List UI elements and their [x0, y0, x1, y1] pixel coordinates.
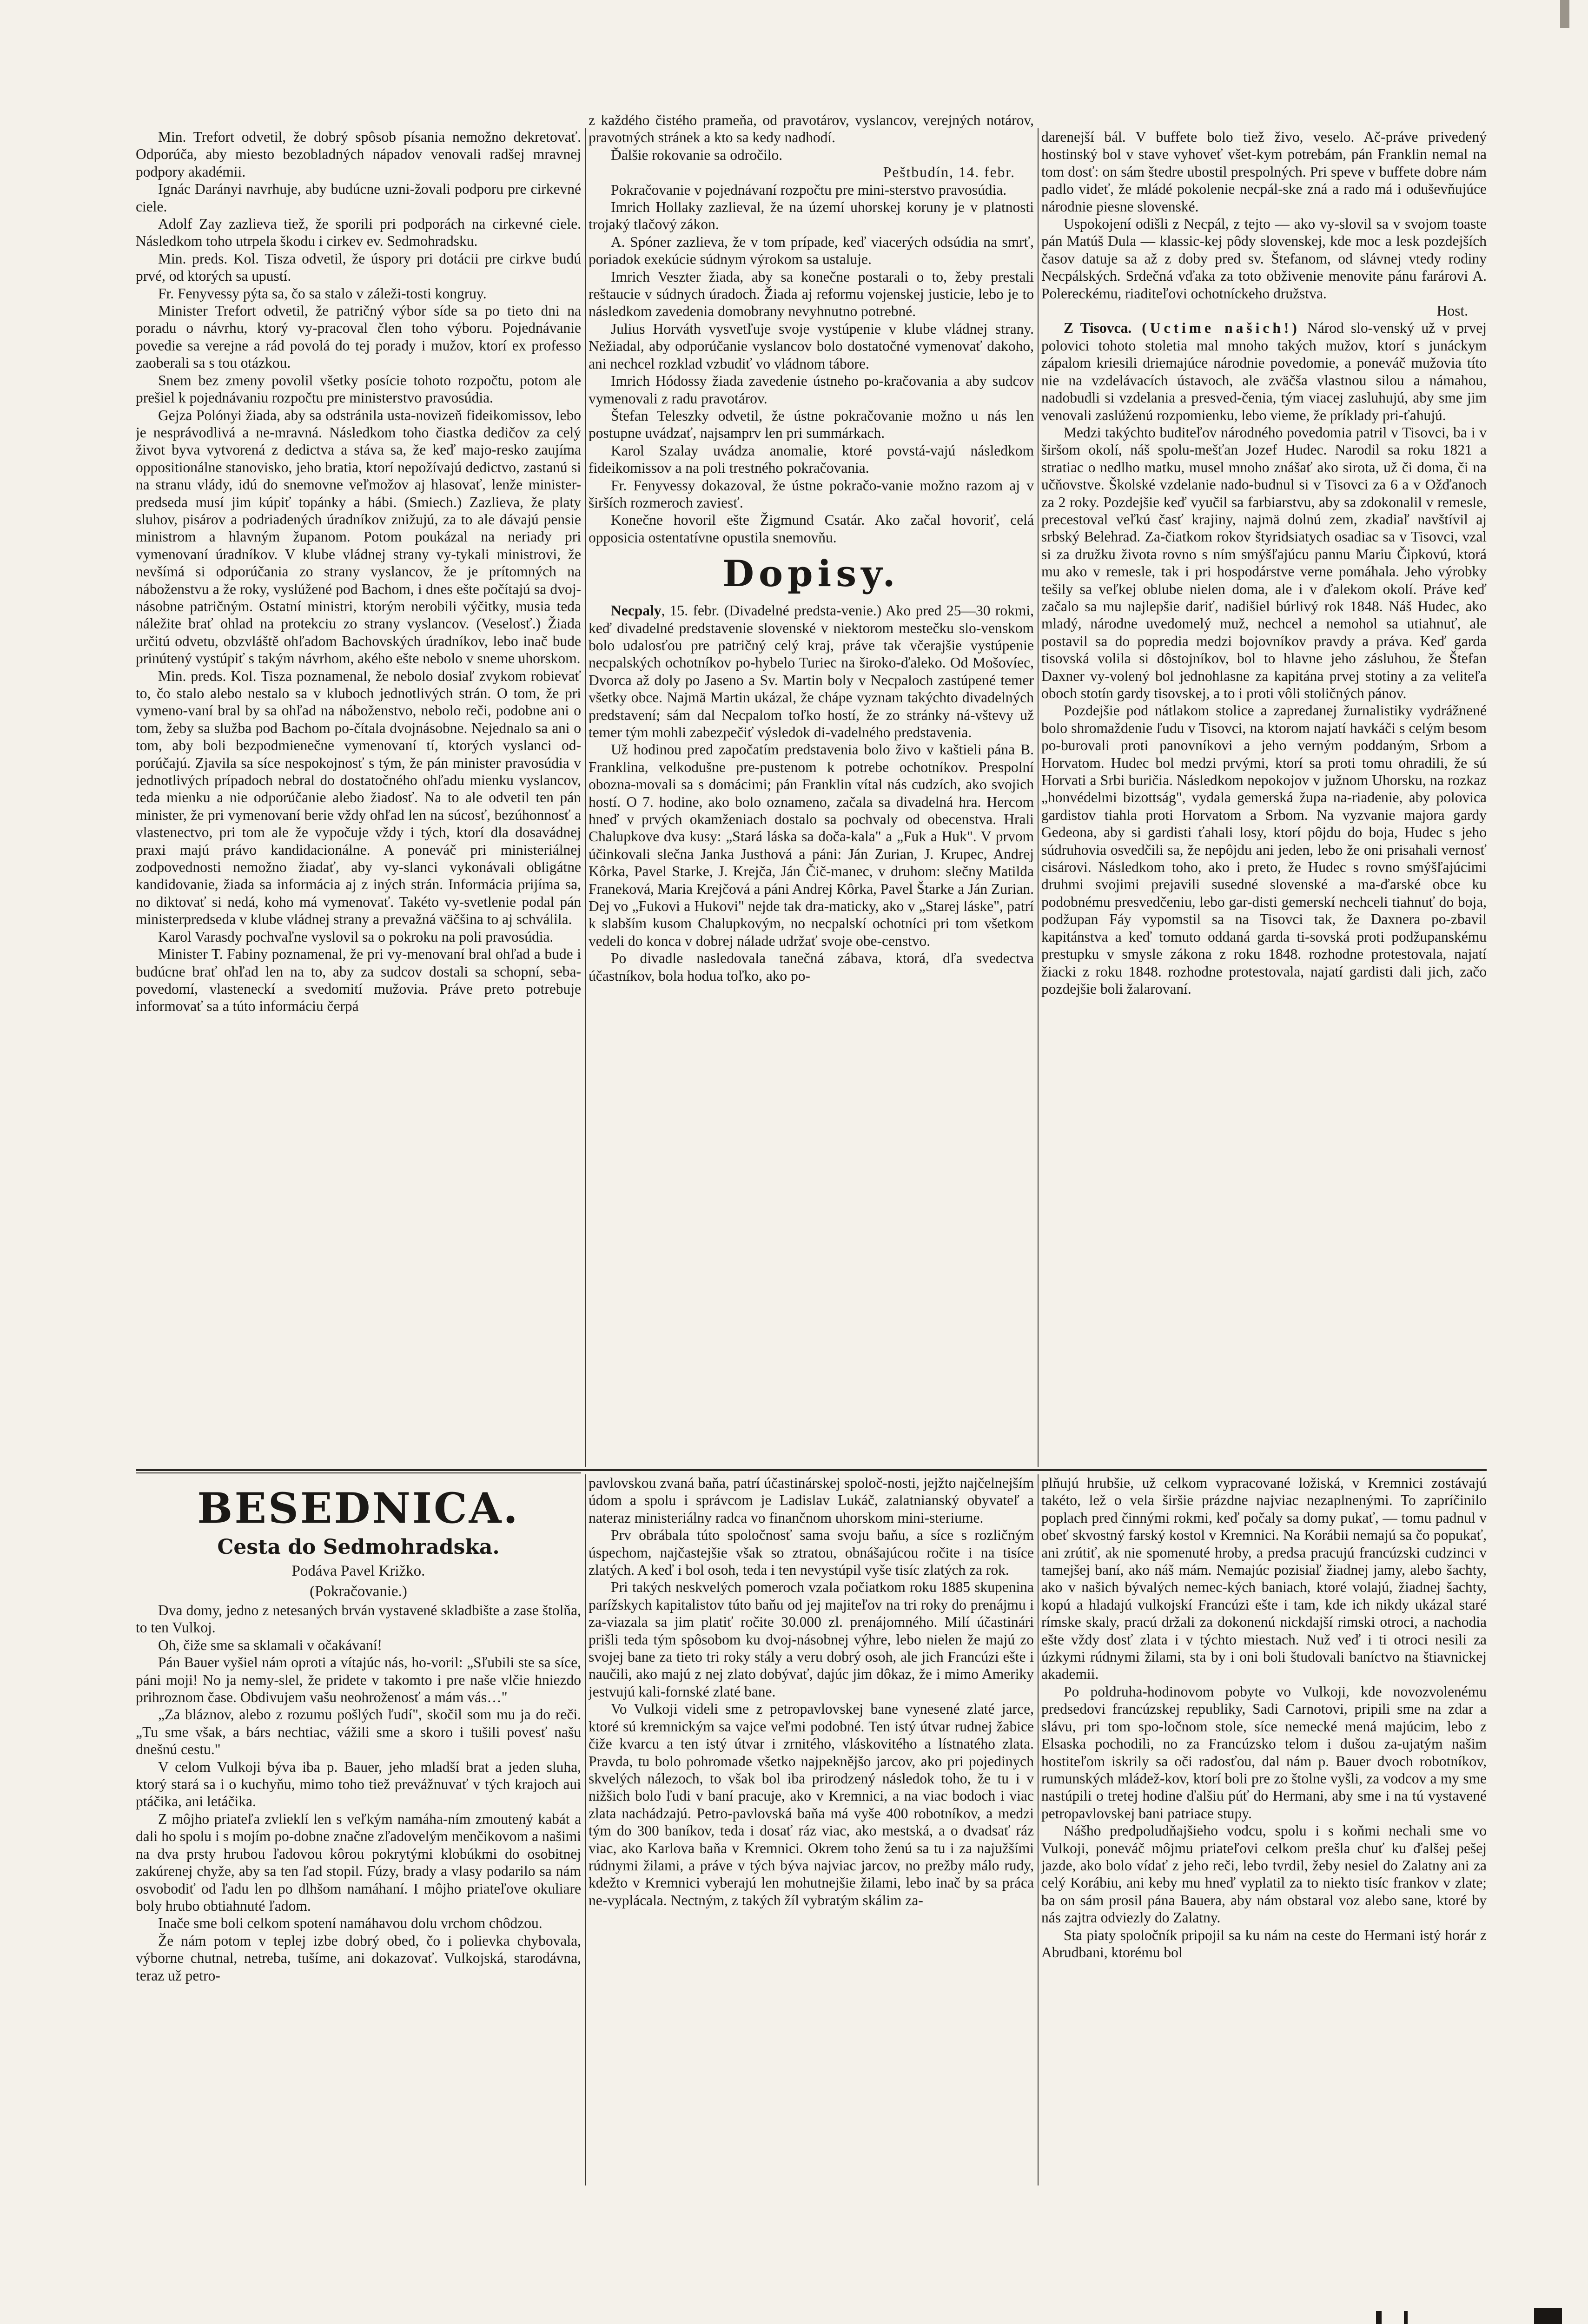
paragraph: Julius Horváth vysvetľuje svoje vystúpenie v klube vládnej strany. Nežiadal, aby odporúčanie vyslancov bolo dostatočné vymenovať dakoho, ani nechcel rozklad vzbudiť vo vládnom tábore.	[589, 320, 1034, 372]
paragraph: Karol Varasdy pochvaľne vyslovil sa o pokroku na poli pravosúdia.	[158, 928, 554, 945]
paragraph: Inače sme boli celkom spotení namáhavou dolu vrchom chôdzou.	[158, 1915, 543, 1932]
paragraph: Že nám potom v teplej izbe dobrý obed, čo i polievka chybovala, výborne chutnal, netreba, tušíme, ani dokazovať. Vulkojská, starodávna, teraz už petro-	[136, 1932, 581, 1984]
paragraph: Sta piaty spoločník pripojil sa ku nám na ceste do Hermani istý horár z Abrudbani, ktorému bol	[1041, 1927, 1487, 1961]
paragraph: Pán Bauer vyšiel nám oproti a vítajúc nás, ho-voril: „Sľubili ste sa síce, páni moji! No ja nemy-slel, že pridete v takomto i pre naše vlčie hniezdo prihroznom čase. Obdivujem vašu neohroženosť a mám vás…"	[136, 1654, 581, 1706]
paragraph: Medzi takýchto buditeľov národného povedomia patril v Tisovci, ba i v širšom okolí, náš spolu-mešťan Jozef Hudec. Narodil sa roku 1821 a stratiac o nedlho matku, musel mnoho znášať ako sirota, už či doma, či na učňovstve. Školské vzdelanie nado-budnul si v Tisovci za 6 a v Ožďanoch za 2 roky. Pozdejšie keď vyučil sa farbiarstvu, aby sa zdokonalil v remesle, precestoval veľkú časť krajiny, najmä dolnú zem, zkadiaľ navštívil aj srbský Belehrad. Za-čiatkom rokov štyridsiatych osadiac sa v Tisovci, vzal si za družku života rovno s ním smýšľajúcu pannu Mariu Čipkovú, ktorá mu ako v remesle, tak i pri hospodárstve verne pomáhala. Jeho výrobky tešily sa veľkej oblube nielen doma, ale i v ďalekom okolí. Práve keď začalo sa mu najlepšie dariť, nadišiel búrlivý rok 1848. Náš Hudec, ako mladý, národne uvedomelý muž, nechcel a nemohol sa utiahnuť, ale postavil sa do popredia medzi bojovníkov pravdy a práva. Keď garda tisovská volila si dôstojníkov, bol to hlavne jeho zásluhou, že Štefan Daxner vy-volený bol jednohlasne za kapitána prvej stotiny a za veliteľa oboch stotín gardy tisovskej, a to i proti vôli stoličných pánov.	[1041, 424, 1487, 701]
letter-subtitle: (Uctime našich!)	[1131, 320, 1300, 337]
paragraph: A. Spóner zazlieva, že v tom prípade, keď viacerých odsúdia na smrť, poriadok exekúcie súdnym výrokom sa ustaluje.	[589, 233, 1034, 268]
column-divider	[585, 1474, 586, 2185]
paragraph: V celom Vulkoji býva iba p. Bauer, jeho mladší brat a jeden sluha, ktorý stará sa i o kuchyňu, mimo toho tiež prevážnuvať v tých krajoch aui ptáčika, ani letáčika.	[136, 1758, 581, 1810]
column-divider	[1038, 128, 1039, 1467]
paragraph: z každého čistého prameňa, od pravotárov, vyslancov, verejných notárov, pravotných stránek a kto sa kedy nadhodí.	[589, 112, 1034, 146]
paragraph: Min. preds. Kol. Tisza odvetil, že úspory pri dotácii pre cirkve budú prvé, od ktorých sa upustí.	[136, 250, 581, 284]
paragraph: Karol Szalay uvádza anomalie, ktoré povstá-vajú následkom fideikomissov a na poli trestného pokračovania.	[589, 442, 1034, 476]
paragraph: Minister Trefort odvetil, že patričný výbor síde sa po tieto dni na poradu o návrhu, ktorý vy-pracoval člen toho výboru. Pojednávanie povedie sa verejne a rád povolá do tej porady i mužov, ktorí ex professo zaoberali sa s tou otázkou.	[136, 303, 581, 371]
paragraph: Z môjho priateľa zvlieklí len s veľkým namáha-ním zmoutený kabát a dali ho spolu i s mojím po-dobne značne zľadovelým menčikovom a našimi na dva prsty hrubou ľadovou kôrou pokrytými klobúkmi do osobitnej zakúrenej chyže, aby sa ten ľad stopil. Fúzy, brady a vlasy podarilo sa nám osvobodiť od ľadu len po dlhšom namáhaní. I môjho priateľove okuliare boly hrubo obtiahnuté ľadom.	[136, 1810, 581, 1914]
letter-location: Necpaly	[611, 602, 662, 619]
paragraph: Imrich Veszter žiada, aby sa konečne postarali o to, žeby prestali reštaucie v súdnych úradoch. Žiada aj reformu vojenskej justicie, lebo je to následkom zavedenia domobrany nevyhnutno potrebné.	[589, 268, 1034, 320]
paragraph: Vo Vulkoji videli sme z petropavlovskej bane vynesené zlaté jarce, ktoré sú kremnickým sa vajce veľmi podobné. Ten istý útvar rudnej žabice čiže kvarcu a ten istý útvar i zrnitého, vláskovitého a lístnatého zlata. Pravda, tu bolo pohromade všetko najpeknějšo jarcov, ako pri pojedinych skvelých nálezoch, to však bol iba prirodzený následok toho, že tu i v nižšich bolo ľudi v baní pracuje, ako v Kremnici, a na viac bodoch i viac zlata nachádzajú. Petro-pavlovská baňa má vyše 400 robotníkov, a medzi tým do 300 baníkov, teda i dosať ráz viac, ako mestská, a o dvadsať ráz viac, ako Karlova baňa v Kremnici. Okrem toho ženú sa tu i za najužšími rúdnymi žilami, a práve v tých býva najviac jarcov, no prežby málo rudy, kdežto v Kremnici vyberajú len mohutnejšie žilami, lebo inač by sa práca ne-vyplácala. Nectným, z takých žíl vybratým skálim za-	[589, 1701, 1034, 1908]
story-continuation: (Pokračovanie.)	[310, 1583, 407, 1600]
paragraph: Dva domy, jedno z netesaných brván vystavené skladbište a zase štolňa, to ten Vulkoj.	[136, 1602, 581, 1636]
paragraph: Snem bez zmeny povolil všetky posície tohoto rozpočtu, potom ale prešiel k pojednávaniu rozpočtu pre ministerstvo pravosúdia.	[136, 372, 581, 406]
paragraph: Prv obrábala túto spoločnosť sama svoju baňu, a síce s rozličným úspechom, najčastejšie však so ztratou, obnášajúcou ročite i na tisíce zlatých. A keď i bol osoh, teda i ten nevystúpil vyše tisíc zlatých za rok.	[589, 1527, 1034, 1578]
paragraph: Gejza Polónyi žiada, aby sa odstránila usta-novizeň fideikomissov, lebo je nesprávodlivá a ne-mravná. Následkom toho čiastka dedičov za celý život byva vytvorená z dedictva a stáva sa, že keď majo-resko zaujíma oppositionálne stanovisko, jeho bratia, ktorí nepožívajú dedictvo, zastanú si na stranu vlády, idú do snemovne veľmožov aj hlasovať, lenže minister-predseda musí jim kúpiť topánky a hábi. (Smiech.) Zazlieva, že platy sluhov, pisárov a podriadených úradníkov znižujú, za to ale dávajú pensie ministrom a hlavným županom. Potom poukázal na neriady pri vymenovaní úradníkov. V klube vládnej strany vy-tykali ministrovi, že nevšímá si odporúčania zo strany vyslancov, že je prítomných na náboženstvu a že roky, vyslúžené pod Bachom, i dnes ešte počítajú sa dvoj-násobne patričným. Ostatní ministri, ktorým nerobili výčitky, musia teda náležite brať ohlad na protekciu zo strany vyslancov. (Veselosť.) Žiada určitú odvetu, obzvláště ohľadom Bachovských úradníkov, lebo inač bude prinútený vystúpiť s takým návrhom, akého ešte nebolo v sneme uhorskom.	[136, 407, 581, 667]
paragraph: Ďalšie rokovanie sa odročilo.	[611, 146, 783, 163]
paragraph: Minister T. Fabiny poznamenal, že pri vy-menovaní bral ohľad a bude i budúcne brať ohľad len na to, aby za sudcov dostali sa schopní, seba-povedomí, vlasteneckí a svedomití mužovia. Práve preto potrebuje informovať sa a túto informáciu čerpá	[136, 946, 581, 1015]
column-3-letters	[1041, 128, 1487, 1467]
paragraph: Min. Trefort odvetil, že dobrý spôsob písania nemožno dekretovať. Odporúča, aby miesto bezobladných nápadov venovali radšej mravnej podpory akadémii.	[136, 129, 581, 180]
section-title-dopisy: Dopisy.	[722, 553, 900, 595]
horizontal-rule-thin	[136, 1472, 581, 1473]
paragraph: Imrich Hollaky zazlieval, že na území uhorskej koruny je v platnosti trojaký tlačový zákon.	[589, 199, 1034, 233]
paragraph: Už hodinou pred započatím predstavenia bolo živo v kaštieli pána B. Franklina, velkodušne pre-pustenom k potrebe ochotníkov. Prespolní obozna-movali sa s domácimi; pán Franklin vítal nás cudzích, ako svojich hostí. O 7. hodine, ako bolo oznameno, začala sa divadelná hra. Hercom hneď v prvých okamženiach dostalo sa pochvaly od obecenstva. Hrali Chalupkove dva kusy: „Stará láska sa doča-kala" a „Fuk a Huk". V prvom účinkovali slečna Janka Justhová a páni: Ján Zurian, J. Krupec, Andrej Kôrka, Pavel Starke, J. Krejča, Ján Čič-manec, v druhom: slečny Matilda Franeková, Maria Krejčová a páni Andrej Kôrka, Pavel Štarke a Ján Zurian. Dej vo „Fukovi a Hukovi" nejde tak dra-maticky, ako v „Starej láske", patrí k slabším kusom Chalupkovým, no necpalskí ochotníci pri tom všetkom vedeli do konca v dobrej nálade udržať svoje obe-censtvo.	[589, 741, 1034, 949]
story-byline: Podáva Pavel Križko.	[291, 1563, 425, 1579]
paragraph: Min. preds. Kol. Tisza poznamenal, že nebolo dosiaľ zvykom robievať to, čo stalo alebo nestalo sa v kluboch jednotlivých strán. O tom, že pri vymeno-vaní bral by sa ohľad na náboženstvo, nebolo reči, podobne ani o tom, žeby sa služba pod Bachom po-čítala dvojnásobne. Nejednalo sa ani o tom, aby boli bezpodmienečne vymenovaní tí, ktorých vyslanci od-porúčajú. Zjavila sa síce nespokojnosť s tým, že pán minister pravosúdia v jednotlivých prípadoch nebral do dostatočného ohľadu mienku vyslancov, teda mienku a nie odporúčanie alebo žiadosť. Na to ale odvetil ten pán minister, že pri vymenovaní berie vždy ohľad len na súcosť, bezúhonnosť a vlastenectvo, pri tom ale že vypočuje vždy i tých, ktorí dla dosavádnej praxi majú právo kandidacionálne. A poneváč pri ministeriálnej zodpovednosti nemožno žiadať, aby vy-slanci vykonávali obligátne kandidovanie, žiada sa informácia aj z iných strán. Informácia prijíma sa, no diktovať si nedá, koho má vymenovať. Takéto vy-svetlenie podal pán ministerpredseda v klube vládnej strany a prevažná väčšina to aj schválila.	[136, 667, 581, 928]
paragraph: Pokračovanie v pojednávaní rozpočtu pre mini-sterstvo pravosúdia.	[611, 181, 1007, 198]
paragraph: Konečne hovoril ešte Žigmund Csatár. Ako začal hovoriť, celá opposicia ostentatívne opustila snemovňu.	[589, 512, 1034, 546]
paragraph: Pri takých neskvelých pomeroch vzala počiatkom roku 1885 skupenina parížskych kapitalistov túto baňu od jej majiteľov na tri roky do prenájmu i za-viazala sa jim platiť ročite 30.000 zl. prenájomného. Milí účastinári prišli teda tým spôsobom ku dvoj-násobnej výhre, lebo nielen že majú zo svojej bane za tieto tri roky stály a veru dobrý osoh, ale jich Francúzi ešte i naučili, ako majú z nej zlato dobývať, dajúc jim dôkaz, že i mimo Ameriky jestvujú kali-fornské zlaté bane.	[589, 1579, 1034, 1700]
besednica-heading: BESEDNICA.	[197, 1484, 520, 1533]
paragraph: Pozdejšie pod nátlakom stolice a zapredanej žurnalistiky vydrážnené bolo shromaždenie ľudu v Tisovci, na ktorom najatí havkáči s celým besom po-burovali proti panovníkovi a jeho verným poddaným, Srbom a Horvatom. Hudec bol medzi prvými, ktorí sa proti tomu ohradili, že sú Horvati a Srbi buričia. Následkom nepokojov v južnom Uhorsku, na rozkaz „honvédelmi bizottság", vydala gemerská župa na-riadenie, aby polovica gardistov tiahla proti Horvatom a Srbom. Na vyzvanie majora gardy Gedeona, aby si gardisti ťahali losy, ktorí pôjdu do boja, Hudec s jeho súdruhovia osvedčili sa, že nepôjdu ani jeden, lebo že oni prisahali vernosť cisárovi. Následkom toho, ako i preto, že Hudec s rovno smýšľajúcimi druhmi svojimi prejavili susedné slovenské a ma-ďarské obce ku podobnému presvedčeniu, lebo gar-disti gemerskí nechceli tiahnuť do boja, podžupan Fáy vypomstil sa na Tisovci tak, že Daxnera po-zbavil kapitánstva a keď tomuto oddaná garda ti-sovská proti podžupanskému prestupku v smysle zákona z roku 1848. rozhodne protestovala, najatí žiacki z roku 1848. rozhodne protestovala, najatí gardisti dali jich, začo pozdejšie boli žalarovaní.	[1041, 702, 1487, 997]
letter-location: Z Tisovca.	[1064, 320, 1132, 337]
horizontal-rule	[136, 1469, 1487, 1471]
paragraph: pavlovskou zvaná baňa, patrí účastinárskej spoloč-nosti, jejžto najčelnejším údom a spolu i správcom je Ladislav Lukáč, zalatnianský obyvateľ a nateraz ministeriálny radca vo finančnom uhorskom mini-steriume.	[589, 1475, 1034, 1526]
letter-tisovec: Z Tisovca. (Uctime našich!) Národ slo-venský už v prvej polovici tohoto stoletia mal mnoho takých mužov, ktorí s junáckym zápalom kriesili driemajúce národnie povedomie, a poneváč mužovia títo nie na vzdelávacích ústavoch, ale zväčša vlastnou silou a námahou, nadobudli si vzdelania a presved-čenia, tým viacej zasluhujú, aby sme jim venovali zaslúženú rozpomienku, lebo vieme, že príklady pri-ťahujú.	[1041, 320, 1487, 423]
paragraph: Nášho predpoludňajšieho vodcu, spolu i s koňmi nechali sme vo Vulkoji, poneváč môjmu priateľovi celkom prešla chuť ku ďalšej pešej jazde, ako bolo vídať z jeho reči, lebo tvrdil, žeby nesiel do Zalatny ani za celý Korábiu, ani keby mu hneď vyplatil za to niekto tisíc frankov v zlate; ba on sám prosil pána Bauera, aby nám obstaral voz alebo sane, ktoré by nás zajtra odviezly do Zalatny.	[1041, 1822, 1487, 1926]
paragraph: Fr. Fenyvessy pýta sa, čo sa stalo v záleži-tosti kongruy.	[158, 285, 487, 302]
paragraph: Oh, čiže sme sa sklamali v očakávaní!	[158, 1637, 382, 1653]
dateline: Peštbudín, 14. febr.	[883, 164, 1015, 181]
page-edge-mark	[1404, 2311, 1408, 2324]
page-edge-mark	[1376, 2311, 1382, 2324]
paragraph: Imrich Hódossy žiada zavedenie ústneho po-kračovania a aby sudcov vymenovali z radu pravotárov.	[589, 373, 1034, 407]
letter-necpaly: Necpaly, 15. febr. (Divadelné predsta-venie.) Ako pred 25—30 rokmi, keď divadelné predstavenie slovenské v niektorom mestečku slo-venskom bolo udalosťou pre patričný celý kraj, práve tak včerajšie vystúpenie necpalských ochotníkov po-hybelo Turiec na široko-ďaleko. Od Mošovíec, Dvorca až doly po Jaseno a Sv. Martin boly v Necpaloch zastúpené temer všetky obce. Najmä Martin ukázal, že chápe vyznam takýchto divadelných predstavení; sám dal Necpalom toľko hostí, že zo stránky ná-vštevy už temer tým mohli zabezpečiť výsledok di-vadelného predstavenia.	[589, 602, 1034, 740]
paragraph: Adolf Zay zazlieva tiež, že sporili pri podporách na cirkevné ciele. Následkom toho utrpela škodu i cirkev ev. Sedmohradsku.	[136, 216, 581, 250]
besednica-column-3	[1041, 1474, 1487, 2185]
besednica-column-2	[589, 1474, 1034, 2185]
column-2-parliament-and-letters	[589, 112, 1034, 1455]
page-edge-mark	[1560, 0, 1569, 28]
paragraph: Ignác Darányi navrhuje, aby budúcne uzni-žovali podporu pre cirkevné ciele.	[136, 181, 581, 215]
paragraph: „Za bláznov, alebo z rozumu pošlých ľudí", skočil som mu ja do reči. „Tu sme však, a bárs nechtiac, vážili sme a skoro i tušili povesť našu dnešnú cestu."	[136, 1706, 581, 1758]
paragraph: Štefan Teleszky odvetil, že ústne pokračovanie možno u nás len postupne uvádzať, najsamprv len pri summárkach.	[589, 407, 1034, 442]
paragraph: darenejší bál. V buffete bolo tiež živo, veselo. Ač-práve privedený hostinský bol v stave vyhoveť všet-kym potrebám, pán Franklin nemal na tom dosť: on sám štedre ubostil prespolných. Pri speve v buffete dobre nám padlo videť, že mládé pokolenie necpál-ske zná a rado má i oduševňujúce národnie piesne slovenské.	[1041, 129, 1487, 215]
column-divider	[1038, 1474, 1039, 2185]
paragraph: Po divadle nasledovala tanečná zábava, ktorá, dľa svedectva účastníkov, bola hodua toľko, ako po-	[589, 950, 1034, 984]
paragraph: Fr. Fenyvessy dokazoval, že ústne pokračo-vanie možno razom aj v širších rozmeroch zaviesť.	[589, 477, 1034, 511]
page-edge-mark	[1534, 2308, 1562, 2324]
besednica-column-1	[136, 1483, 581, 2180]
story-title: Cesta do Sedmohradska.	[217, 1535, 500, 1559]
paragraph: Uspokojení odišli z Necpál, z tejto — ako vy-slovil sa v svojom toaste pán Matúš Dula — klassic-kej pôdy slovenskej, kde moc a lesk pozdejších časov datuje sa až z doby pred sv. Štefanom, od slávnej vtedy rodiny Necpálských. Srdečná vďaka za toto obživenie menovite pánu farárovi A. Polereckému, riaditeľovi ochotníckeho družstva.	[1041, 216, 1487, 302]
column-1-parliament-report	[136, 128, 581, 1467]
paragraph: plňujú hrubšie, už celkom vypracované ložiská, v Kremnici zostávajú takéto, lež o vela širšie prázdne najviac nezaplnenými. To zapríčinilo poplach pred činnými rokmi, keď počaly sa domy pukať, — tomu padnul v obeť skvostný farský kostol v Kremnici. Na Korábii nemajú sa čo popukať, ani zrútiť, ak nie spomenuté hroby, a predsa pracujú francúzski cudzinci v tamejšej baní, ako náš mám. Nemajúc pozisiaľ žiadnej jamy, alebo šachty, ako v našich bývalých nemec-kých baniach, ktoré volajú, žiadnej šachty, kopú a hladajú vulkojskí Francúzi ešte i tam, kde ich nikdy ukázal staré rímske skaly, pracú držali za dokonenú nickdajší rimski otroci, a nachodia ešte vždy dosť zlata i v týchto miestach. Nuž veď i ti otroci nesili za úzkymi rúdnymi žilami, sta by i oni boli študovali baníctvo na štiavnickej akademii.	[1041, 1475, 1487, 1683]
paragraph: Po poldruha-hodinovom pobyte vo Vulkoji, kde novozvolenému predsedovi francúzskej republiky, Sadi Carnotovi, pripili sme na zdar a slávu, pri tom spo-ločnom stole, síce nemecké mená majúcim, lebo z Elsaska pochodili, no za Francúzsko telom i dušou za-ujatým našim hostiteľom iskrily sa oči radosťou, dal nám p. Bauer dvoch robotníkov, rumunských mládež-kov, ktorí boli pre zo štolne vyšli, za vodcov a my sme nastúpili o tretej hodine ďalšiu púť do Hermani, aby sme i na tú vystavené petropavlovskej bani patriace stupy.	[1041, 1683, 1487, 1822]
column-divider	[585, 128, 586, 1467]
signature: Host.	[1436, 303, 1468, 319]
